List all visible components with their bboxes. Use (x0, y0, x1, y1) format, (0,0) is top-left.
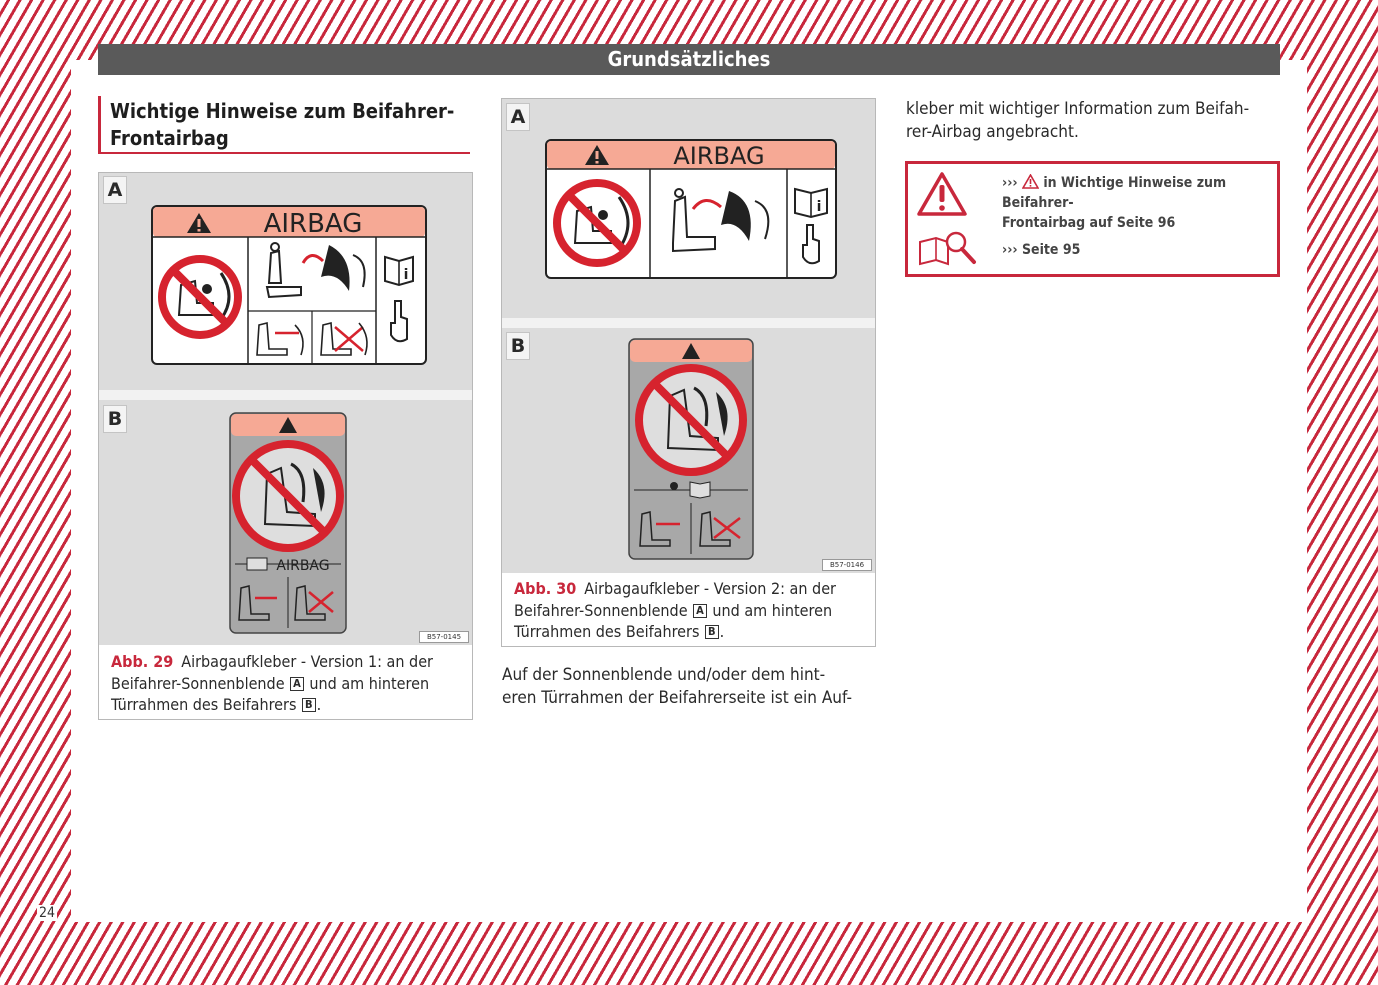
airbag-label-sticker (545, 139, 837, 279)
figure-30-panel-b (502, 328, 875, 573)
figure-29-panel-b (99, 400, 472, 645)
small-warning-icon (1022, 174, 1039, 189)
caption-line2b: und am hinteren (309, 673, 430, 693)
svg-text:i: i (403, 267, 409, 283)
caption-label: Abb. 30 (514, 579, 577, 598)
panel-letter: A (103, 176, 127, 204)
body-line: eren Türrahmen der Beifahrerseite ist ein Auf- (502, 688, 852, 708)
body-line: rer-Airbag angebracht. (906, 122, 1079, 142)
caption-line2a: Beifahrer-Sonnenblende (514, 600, 688, 620)
caption-line3a: Türrahmen des Beifahrers (111, 695, 297, 714)
caption-box-b: B (302, 698, 316, 712)
warning-line1: in Wichtige Hinweise zum Beifahrer- (1002, 175, 1227, 211)
figure-29-image (99, 173, 472, 645)
figure-30-caption (514, 578, 867, 643)
image-code: B57-0146 (822, 559, 872, 571)
panel-letter: B (506, 332, 530, 360)
caption-label: Abb. 29 (111, 652, 174, 671)
section-title-line2: Frontairbag (110, 126, 229, 150)
figure-29 (98, 172, 473, 720)
caption-line2a: Beifahrer-Sonnenblende (111, 673, 285, 693)
warning-triangle-icon (916, 171, 968, 217)
panel-letter: A (506, 103, 530, 131)
caption-line3b: . (316, 695, 322, 714)
right-body-text (906, 98, 1286, 144)
panel-separator (502, 318, 875, 328)
warning-line2: Frontairbag auf Seite 96 (1002, 215, 1176, 231)
caption-box-a: A (290, 677, 304, 691)
arrows-icon: ››› (1002, 242, 1018, 258)
caption-box-a: A (693, 604, 707, 618)
page-header: Grundsätzliches (98, 44, 1280, 75)
door-frame-sticker (229, 412, 347, 634)
body-line: kleber mit wichtiger Information zum Beifah- (906, 99, 1250, 119)
figure-29-caption (111, 651, 464, 716)
warning-reference-box (905, 161, 1280, 277)
airbag-text: AIRBAG (276, 558, 330, 574)
body-line: Auf der Sonnenblende und/oder dem hint- (502, 665, 826, 685)
caption-line3b: . (719, 622, 725, 641)
door-frame-sticker (628, 338, 754, 560)
caption-line1: Airbagaufkleber - Version 1: an der (181, 652, 433, 671)
middle-body-text (502, 664, 882, 710)
figure-30-panel-a (502, 99, 875, 318)
airbag-label-text: AIRBAG (263, 209, 363, 239)
caption-line2b: und am hinteren (712, 600, 833, 620)
warning-link-text[interactable] (1002, 173, 1277, 233)
page-number: 24 (39, 905, 56, 921)
caption-line1: Airbagaufkleber - Version 2: an der (584, 579, 836, 598)
child-seat-prohibited-icon (162, 259, 238, 335)
manual-magnifier-icon (916, 230, 978, 270)
caption-line3a: Türrahmen des Beifahrers (514, 622, 700, 641)
figure-29-panel-a (99, 173, 472, 390)
image-code: B57-0145 (419, 631, 469, 643)
reference-text: Seite 95 (1021, 242, 1081, 258)
airbag-label-sticker (151, 205, 427, 365)
figure-30-image (502, 99, 875, 573)
arrows-icon: ››› (1002, 175, 1018, 191)
section-title-line1: Wichtige Hinweise zum Beifahrer- (110, 99, 455, 123)
svg-text:i: i (816, 199, 822, 215)
caption-box-b: B (705, 625, 719, 639)
panel-separator (99, 390, 472, 400)
figure-30 (501, 98, 876, 647)
page-reference-link[interactable] (1002, 240, 1080, 260)
child-seat-prohibited-icon (557, 183, 637, 263)
panel-letter: B (103, 405, 127, 433)
section-title (98, 96, 470, 154)
airbag-label-text: AIRBAG (673, 142, 765, 170)
